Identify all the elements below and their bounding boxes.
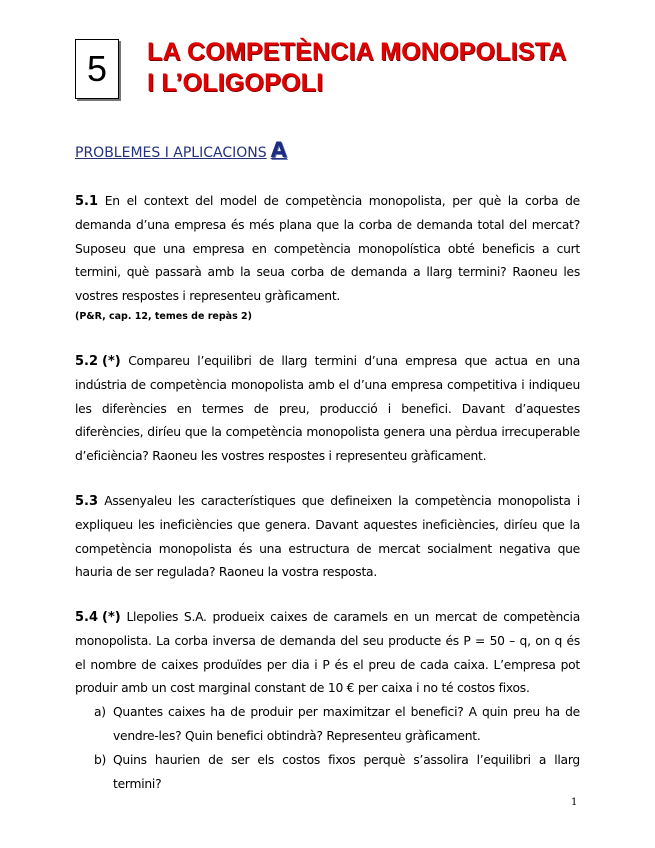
chapter-title-line-1: LA COMPETÈNCIA MONOPOLISTA [147, 38, 567, 66]
section-label: PROBLEMES I APLICACIONS [75, 145, 267, 161]
problem-number: 5.3 [75, 494, 99, 509]
problem-paragraph [75, 350, 580, 469]
sub-question-mark: b) [94, 752, 107, 767]
problem-number: 5.2 [75, 354, 99, 369]
starred-mark: (*) [102, 610, 121, 625]
chapter-number: 5 [86, 48, 108, 89]
problem-reference: (P&R, cap. 12, temes de repàs 2) [75, 310, 252, 322]
chapter-title [147, 37, 567, 99]
problem-text: En el context del model de competència monopolista, per què la corba de demanda d’una empresa és més plana que la corba de demanda total del mercat? Suposeu que una empresa en competència monopolística obté beneficis a curt termini, què passarà amb la seua corba de demanda a llarg termini? Raoneu les vostres respostes i representeu gràficament. [75, 194, 580, 304]
section-heading [75, 138, 287, 162]
problem-5-3 [75, 490, 580, 585]
problem-number: 5.4 [75, 610, 99, 625]
chapter-number-box [75, 39, 119, 99]
sub-question-text: Quantes caixes ha de produir per maximitzar el benefici? A quin preu ha de vendre-les? Quin benefici obtindrà? Representeu gràficament. [113, 705, 580, 743]
problem-paragraph [75, 490, 580, 585]
chapter-title-line-2: I L’OLIGOPOLI [147, 69, 324, 97]
section-letter: A [270, 138, 287, 162]
problem-text: Llepolies S.A. produeix caixes de caramels en un mercat de competència monopolista. La corba inversa de demanda del seu producte és P = 50 – q, on q és el nombre de caixes produïdes per dia i P és el preu de cada caixa. L’empresa pot produir amb un cost marginal constant de 10 € per caixa i no té costos fixos. [75, 610, 580, 696]
sub-question-text: Quins haurien de ser els costos fixos perquè s’assolira l’equilibri a llarg termini? [113, 752, 580, 791]
sub-question-mark: a) [94, 705, 106, 720]
problem-paragraph [75, 190, 580, 309]
sub-question-a [75, 701, 580, 749]
problem-text: Assenyaleu les característiques que defineixen la competència monopolista i expliqueu les ineficiències que genera. Davant aquestes ineficiències, diríeu que la competència monopolista és una estructura de mercat socialment negativa que hauria de ser regulada? Raoneu la vostra resposta. [75, 494, 580, 580]
problem-5-4 [75, 606, 580, 796]
problem-number: 5.1 [75, 194, 99, 209]
problem-text: Compareu l’equilibri de llarg termini d’una empresa que actua en una indústria de competència monopolista amb el d’una empresa competitiva i indiqueu les diferències en termes de preu, producció i benefici. Davant d’aquestes diferències, diríeu que la competència monopolista genera una pèrdua irrecuperable d’eficiència? Raoneu les vostres respostes i representeu gràficament. [75, 354, 580, 464]
problem-5-2 [75, 350, 580, 469]
problem-5-1 [75, 190, 580, 325]
page-number: 1 [571, 797, 578, 808]
starred-mark: (*) [102, 354, 121, 369]
sub-question-list [75, 701, 580, 796]
problem-paragraph [75, 606, 580, 701]
sub-question-b [75, 749, 580, 797]
